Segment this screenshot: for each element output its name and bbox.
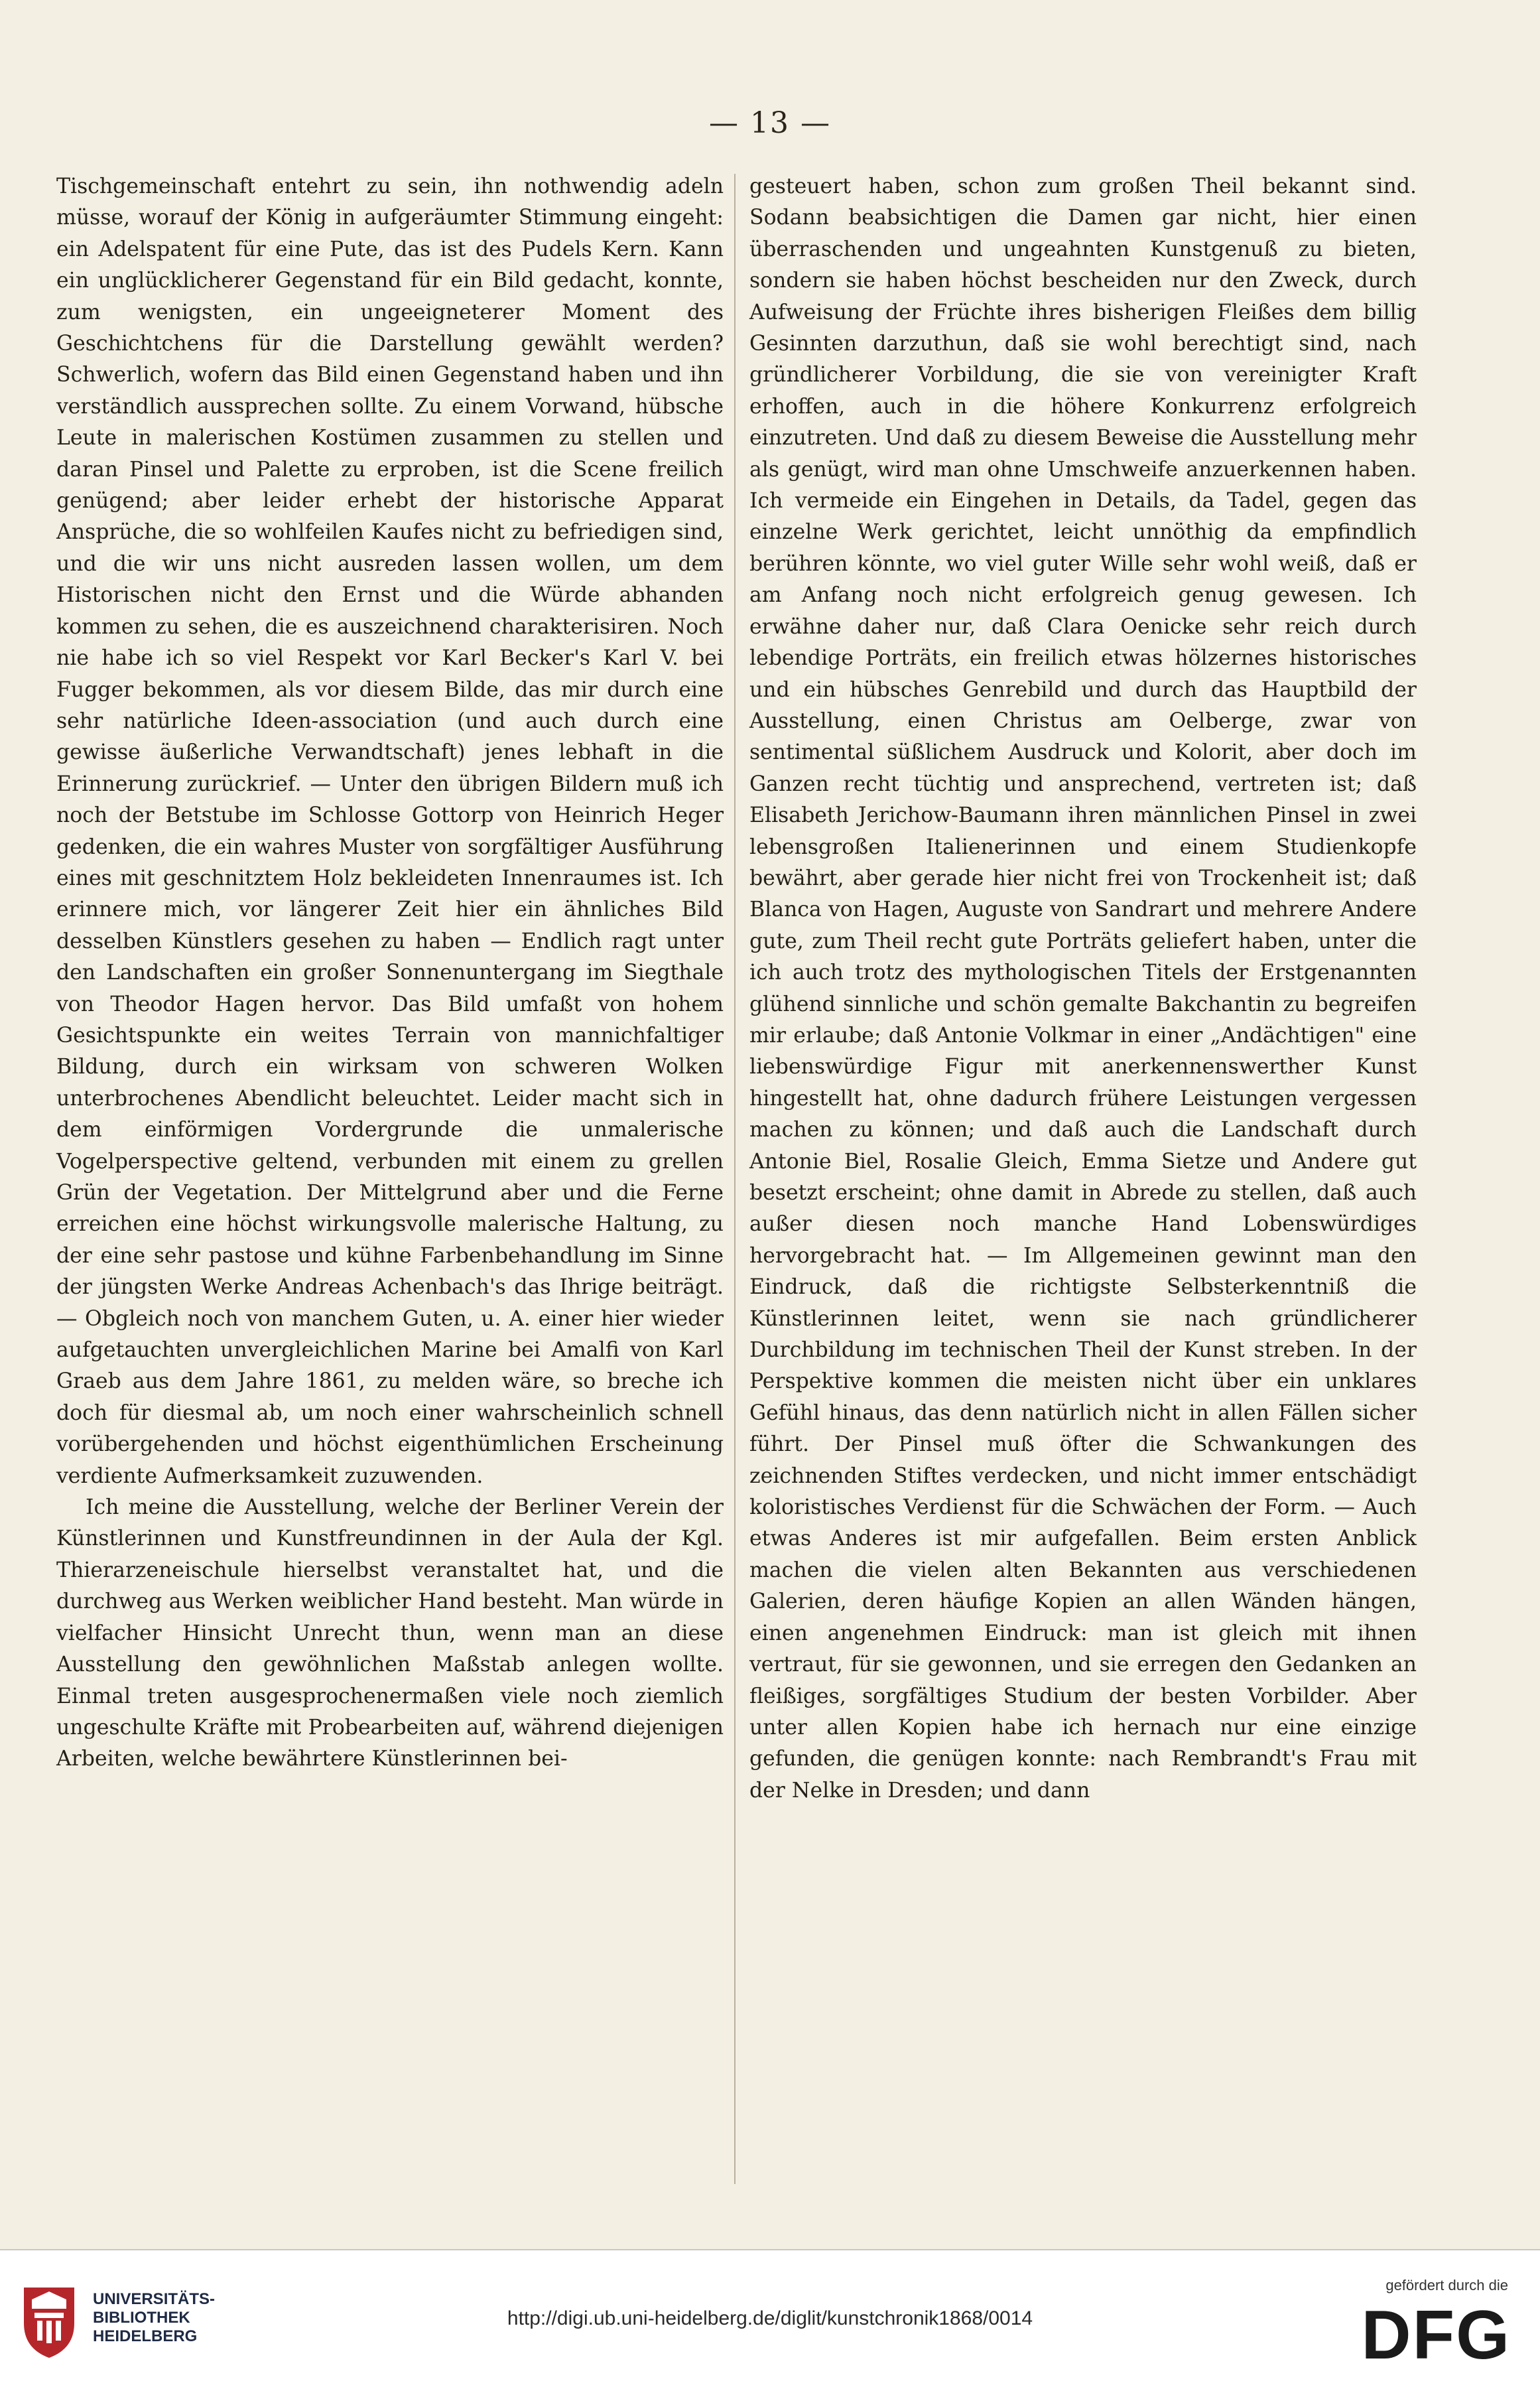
column-divider [734, 174, 736, 2184]
left-column [56, 171, 724, 1775]
funded-by-label: gefördert durch die [1385, 2277, 1508, 2293]
left-paragraph-2: Ich meine die Ausstellung, welche der Berliner Verein der Künstlerinnen und Kunstfreundinnen in der Aula der Kgl. Thierarzeneischule hierselbst veranstaltet hat, und die durchweg aus Werken weiblicher Hand besteht. Man würde in vielfacher Hinsicht Unrecht thun, wenn man an diese Ausstellung den gewöhnlichen Maßstab anlegen wollte. Einmal treten ausgesprochenermaßen viele noch ziemlich ungeschulte Kräfte mit Probearbeiten auf, während diejenigen Arbeiten, welche bewährtere Künstlerinnen bei- [56, 1495, 724, 1771]
source-url-link[interactable]: http://digi.ub.uni-heidelberg.de/diglit/kunstchronik1868/0014 [507, 2307, 1033, 2329]
page-number: — 13 — [709, 106, 831, 140]
library-name: UNIVERSITÄTS-BIBLIOTHEK HEIDELBERG [93, 2290, 216, 2345]
left-paragraph-1: Tischgemeinschaft entehrt zu sein, ihn nothwendig adeln müsse, worauf der König in aufgeräumter Stimmung eingeht: ein Adelspatent für eine Pute, das ist des Pudels Kern. Kann ein unglücklicherer Gegenstand für ein Bild gedacht, konnte, zum wenigsten, ein ungeeigneterer Moment des Geschichtchens für die Darstellung gewählt werden? Schwerlich, wofern das Bild einen Gegenstand haben und ihn verständlich aussprechen sollte. Zu einem Vorwand, hübsche Leute in malerischen Kostümen zusammen zu stellen und daran Pinsel und Palette zu erproben, ist die Scene freilich genügend; aber leider erhebt der historische Apparat Ansprüche, die so wohlfeilen Kaufes nicht zu befriedigen sind, und die wir uns nicht ausreden lassen wollen, um dem Historischen nicht den Ernst und die Würde abhanden kommen zu sehen, die es auszeichnend charakterisiren. Noch nie habe ich so viel Respekt vor Karl Becker's Karl V. bei Fugger bekommen, als vor diesem Bilde, das mir durch eine sehr natürliche Ideen-association (und auch durch eine gewisse äußerliche Verwandtschaft) jenes lebhaft in die Erinnerung zurückrief. — Unter den übrigen Bildern muß ich noch der Betstube im Schlosse Gottorp von Heinrich Heger gedenken, die ein wahres Muster von sorgfältiger Ausführung eines mit geschnitztem Holz bekleideten Innenraumes ist. Ich erinnere mich, vor längerer Zeit hier ein ähnliches Bild desselben Künstlers gesehen zu haben — Endlich ragt unter den Landschaften ein großer Sonnenuntergang im Siegthale von Theodor Hagen hervor. Das Bild umfaßt von hohem Gesichtspunkte ein weites Terrain von mannichfaltiger Bildung, durch ein wirksam von schweren Wolken unterbrochenes Abendlicht beleuchtet. Leider macht sich in dem einförmigen Vordergrunde die unmalerische Vogelperspective geltend, verbunden mit einem zu grellen Grün der Vegetation. Der Mittelgrund aber und die Ferne erreichen eine höchst wirkungsvolle malerische Haltung, zu der eine sehr pastose und kühne Farbenbehandlung im Sinne der jüngsten Werke Andreas Achenbach's das Ihrige beiträgt. — Obgleich noch von manchem Guten, u. A. einer hier wieder aufgetauchten unvergleichlichen Marine bei Amalfi von Karl Graeb aus dem Jahre 1861, zu melden wäre, so breche ich doch für diesmal ab, um noch einer wahrscheinlich schnell vorübergehenden und höchst eigenthümlichen Erscheinung verdiente Aufmerksamkeit zuzuwenden. [56, 174, 724, 1488]
right-paragraph-1: gesteuert haben, schon zum großen Theil bekannt sind. Sodann beabsichtigen die Damen gar nicht, hier einen überraschenden und ungeahnten Kunstgenuß zu bieten, sondern sie haben höchst bescheiden nur den Zweck, durch Aufweisung der Früchte ihres bisherigen Fleißes dem billig Gesinnten darzuthun, daß sie wohl berechtigt sind, nach gründlicherer Vorbildung, die sie von vereinigter Kraft erhoffen, auch in die höhere Konkurrenz erfolgreich einzutreten. Und daß zu diesem Beweise die Ausstellung mehr als genügt, wird man ohne Umschweife anzuerkennen haben. Ich vermeide ein Eingehen in Details, da Tadel, gegen das einzelne Werk gerichtet, leicht unnöthig da empfindlich berühren könnte, wo viel guter Wille sehr wohl weiß, daß er am Anfang noch nicht erfolgreich genug gewesen. Ich erwähne daher nur, daß Clara Oenicke sehr reich durch lebendige Porträts, ein freilich etwas hölzernes historisches und ein hübsches Genrebild und durch das Hauptbild der Ausstellung, einen Christus am Oelberge, zwar von sentimental süßlichem Ausdruck und Kolorit, aber doch im Ganzen recht tüchtig und ansprechend, vertreten ist; daß Elisabeth Jerichow-Baumann ihren männlichen Pinsel in zwei lebensgroßen Italienerinnen und einem Studienkopfe bewährt, aber gerade hier nicht frei von Trockenheit ist; daß Blanca von Hagen, Auguste von Sandrart und mehrere Andere gute, zum Theil recht gute Porträts geliefert haben, unter die ich auch trotz des mythologischen Titels der Erstgenannten glühend sinnliche und schön gemalte Bakchantin zu begreifen mir erlaube; daß Antonie Volkmar in einer „Andächtigen" eine liebenswürdige Figur mit anerkennenswerther Kunst hingestellt hat, ohne dadurch frühere Leistungen vergessen machen zu können; und daß auch die Landschaft durch Antonie Biel, Rosalie Gleich, Emma Sietze und Andere gut besetzt erscheint; ohne damit in Abrede zu stellen, daß auch außer diesen noch manche Hand Lobenswürdiges hervorgebracht hat. — Im Allgemeinen gewinnt man den Eindruck, daß die richtigste Selbsterkenntniß die Künstlerinnen leitet, wenn sie nach gründlicherer Durchbildung im technischen Theil der Kunst streben. In der Perspektive kommen die meisten nicht über ein unklares Gefühl hinaus, das denn natürlich nicht in allen Fällen sicher führt. Der Pinsel muß öfter die Schwankungen des zeichnenden Stiftes verdecken, und nicht immer entschädigt koloristisches Verdienst für die Schwächen der Form. — Auch etwas Anderes ist mir aufgefallen. Beim ersten Anblick machen die vielen alten Bekannten aus verschiedenen Galerien, deren häufige Kopien an allen Wänden hängen, einen angenehmen Eindruck: man ist gleich mit ihnen vertraut, für sie gewonnen, und sie erregen den Gedanken an fleißiges, sorgfältiges Studium der besten Vorbilder. Aber unter allen Kopien habe ich hernach nur eine einzige gefunden, die genügen konnte: nach Rembrandt's Frau mit der Nelke in Dresden; und dann [749, 174, 1417, 1803]
right-column [749, 171, 1417, 1807]
dfg-logo: DFG [1361, 2297, 1511, 2374]
